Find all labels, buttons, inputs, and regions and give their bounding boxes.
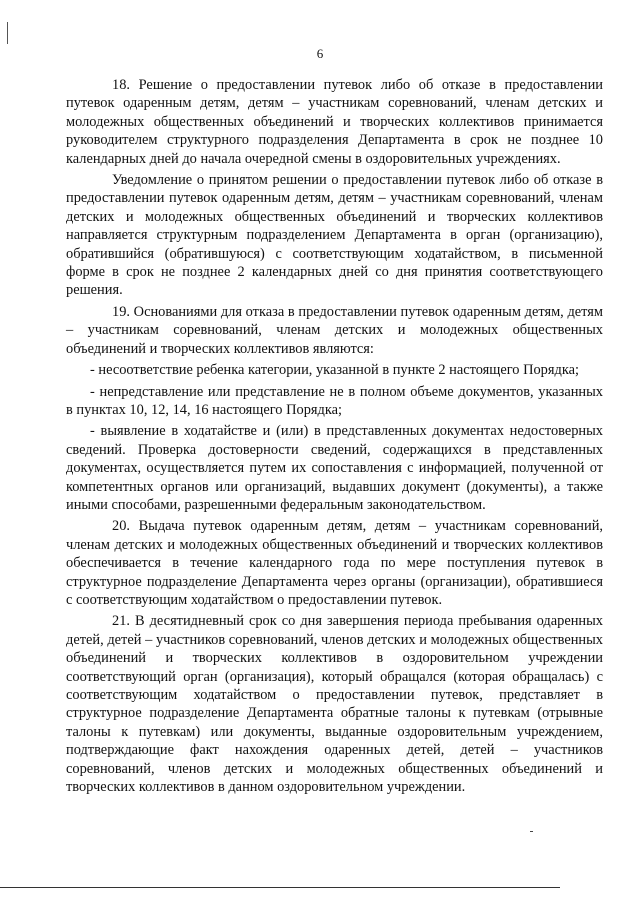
document-body [66, 76, 603, 796]
scan-mark [530, 831, 533, 832]
paragraph-20: 20. Выдача путевок одаренным детям, детям – участникам соревнований, членам детских и молодежных общественных объединений и творческих коллективов обеспечивается в течение календарного года по мере поступления путевок в структурное подразделение Департамента через органы (организации), обратившиеся с соответствующим ходатайством о предоставлении путевок. [66, 518, 603, 608]
paragraph-21: 21. В десятидневный срок со дня завершения периода пребывания одаренных детей, детей – участников соревнований, членов детских и молодежных общественных объединений и творческих коллективов в оздоровительном учреждении соответствующий орган (организация), который обращался (которая обращалась) с соответствующим ходатайством о предоставлении путевок, представляет в структурное подразделение Департамента обратные талоны к путевкам (отрывные талоны к путевкам) или документы, выданные оздоровительным учреждением, подтверждающие факт нахождения одаренных детей, детей – участников соревнований, членов детских и молодежных общественных объединений и творческих коллективов в данном оздоровительном учреждении. [66, 613, 603, 796]
paragraph-notification: Уведомление о принятом решении о предоставлении путевок либо об отказе в предоставлении путевок одаренным детям, детям – участникам соревнований, членам детских и молодежных общественных объединений и творческих коллективов направляется структурным подразделением Департамента в орган (организацию), обратившийся (обратившуюся) с соответствующим ходатайством, в письменной форме в срок не позднее 2 календарных дней со дня принятия соответствующего решения. [66, 172, 603, 299]
list-item-category-mismatch: - несоответствие ребенка категории, указанной в пункте 2 настоящего Порядка; [90, 362, 579, 379]
list-item-false-information: - выявление в ходатайстве и (или) в представленных документах недостоверных сведений. Проверка достоверности сведений, содержащихся в представленных документах, осуществляется путем их сопоставления с информацией, полученной от компетентных органов или организаций, выдавших документ (документы), а также иными способами, разрешенными федеральным законодательством. [66, 423, 603, 513]
margin-mark [7, 22, 8, 44]
paragraph-18: 18. Решение о предоставлении путевок либо об отказе в предоставлении путевок одаренным детям, детям – участникам соревнований, членам детских и молодежных общественных объединений и творческих коллективов принимается руководителем структурного подразделения Департамента в срок не позднее 10 календарных дней до начала очередной смены в оздоровительных учреждениях. [66, 77, 603, 167]
footer-line [0, 887, 560, 888]
paragraph-19: 19. Основаниями для отказа в предоставлении путевок одаренным детям, детям – участникам соревнований, членам детских и молодежных общественных объединений и творческих коллективов являются: [66, 303, 603, 357]
list-item-missing-documents: - непредставление или представление не в полном объеме документов, указанных в пунктах 10, 12, 14, 16 настоящего Порядка; [66, 383, 603, 418]
page-number: 6 [316, 46, 324, 61]
